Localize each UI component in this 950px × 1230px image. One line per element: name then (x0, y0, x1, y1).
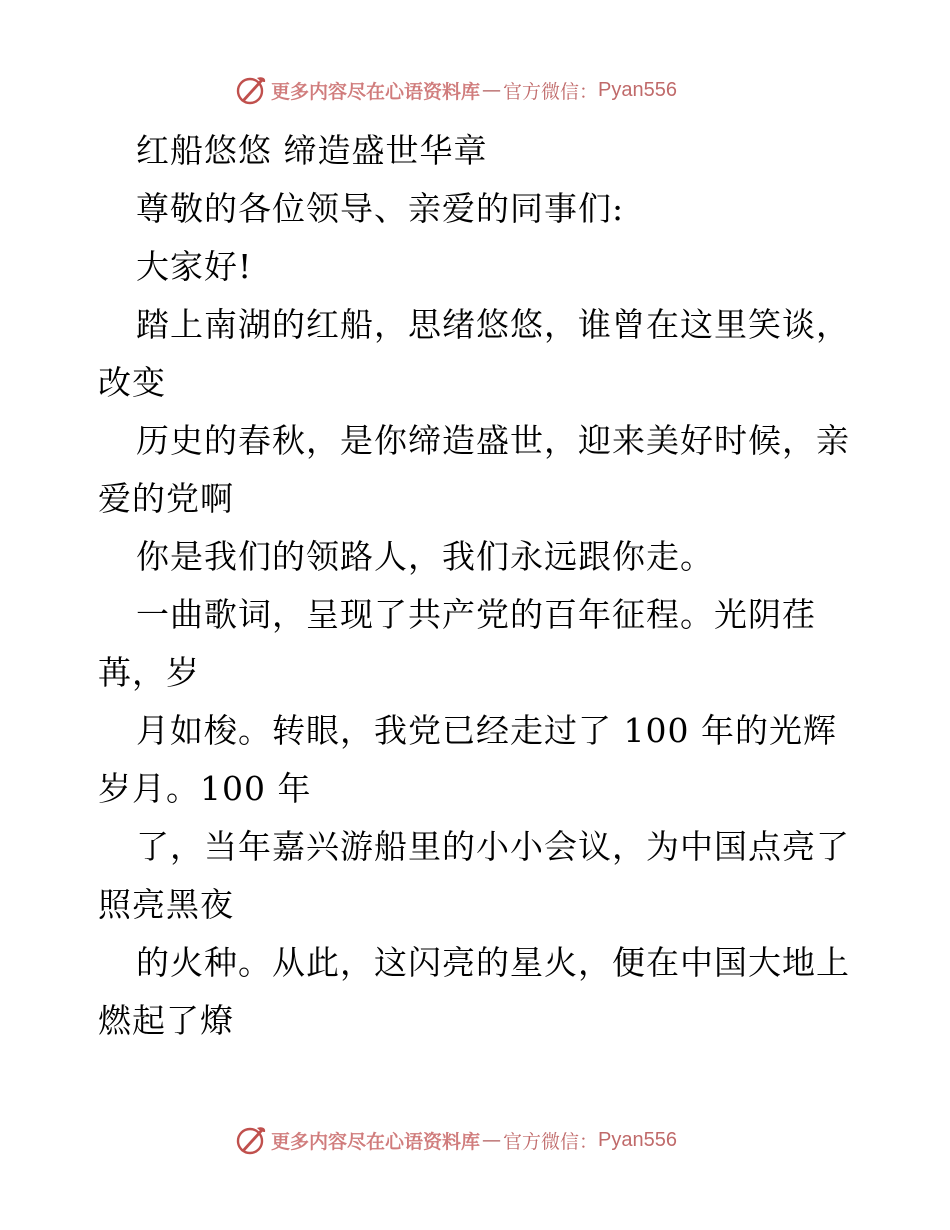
footer-wechat-label: 官方微信： (503, 1130, 599, 1153)
greeting-line: 大家好! (136, 247, 253, 286)
text-line: 的火种。从此，这闪亮的星火，便在中国大地上 (136, 943, 850, 982)
text-line: 燃起了燎 (98, 1001, 234, 1040)
header-banner-text: 更多内容尽在心语资料库 (271, 80, 481, 103)
header-banner-dash: — (482, 79, 502, 101)
quill-logo-icon (235, 1124, 267, 1156)
text-line: 岁月。100 年 (98, 769, 312, 808)
footer-banner (235, 1122, 677, 1158)
text-line: 照亮黑夜 (98, 885, 234, 924)
text-line: 了，当年嘉兴游船里的小小会议，为中国点亮了 (136, 827, 850, 866)
text-line: 月如梭。转眼，我党已经走过了 100 年的光辉 (136, 711, 837, 750)
document-title: 红船悠悠 缔造盛世华章 (136, 131, 488, 170)
footer-banner-dash: — (482, 1129, 502, 1151)
text-line: 苒，岁 (98, 653, 200, 692)
quill-logo-icon (235, 74, 267, 106)
header-wechat-id: Pyan556 (598, 78, 677, 101)
document-body (98, 122, 918, 1050)
text-line: 你是我们的领路人，我们永远跟你走。 (136, 537, 714, 576)
text-line: 改变 (98, 363, 166, 402)
text-line: 爱的党啊 (98, 479, 234, 518)
footer-wechat-id: Pyan556 (598, 1128, 677, 1151)
salutation-line: 尊敬的各位领导、亲爱的同事们: (136, 189, 625, 228)
footer-banner-text: 更多内容尽在心语资料库 (271, 1130, 481, 1153)
text-line: 踏上南湖的红船，思绪悠悠，谁曾在这里笑谈， (136, 305, 850, 344)
text-line: 历史的春秋，是你缔造盛世，迎来美好时候，亲 (136, 421, 850, 460)
text-line: 一曲歌词，呈现了共产党的百年征程。光阴荏 (136, 595, 816, 634)
header-banner (235, 72, 677, 108)
header-wechat-label: 官方微信： (503, 80, 599, 103)
